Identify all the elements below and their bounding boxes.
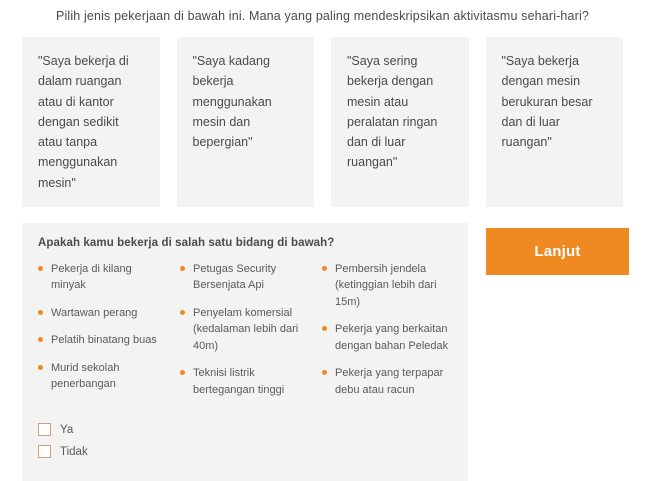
list-item xyxy=(38,360,168,393)
list-item xyxy=(322,365,452,398)
list-item xyxy=(38,261,168,294)
list-item-label: Penyelam komersial (kedalaman lebih dari 40m) xyxy=(193,306,299,352)
next-button[interactable]: Lanjut xyxy=(486,228,629,275)
bullet-dot-icon xyxy=(38,365,43,370)
bullet-dot-icon xyxy=(322,266,327,271)
list-item-label: Petugas Security Bersenjata Api xyxy=(193,262,277,292)
panel-title: Apakah kamu bekerja di salah satu bidang di bawah? xyxy=(38,236,335,249)
option-card-1[interactable]: "Saya bekerja di dalam ruangan atau di kantor dengan sedikit atau tanpa menggunakan mesin" xyxy=(22,37,160,207)
list-item-label: Murid sekolah penerbangan xyxy=(51,361,120,391)
list-item xyxy=(180,365,310,398)
list-item xyxy=(322,321,452,354)
option-tidak[interactable] xyxy=(38,445,452,458)
list-item xyxy=(38,305,168,322)
bullet-dot-icon xyxy=(180,370,185,375)
occupation-column-2 xyxy=(180,261,310,410)
option-tidak-label: Tidak xyxy=(60,445,88,458)
occupation-column-3 xyxy=(322,261,452,410)
checkbox-tidak[interactable] xyxy=(38,445,51,458)
bullet-dot-icon xyxy=(38,337,43,342)
option-card-2[interactable]: "Saya kadang bekerja menggunakan mesin dan bepergian" xyxy=(177,37,315,207)
list-item-label: Pembersih jendela (ketinggian lebih dari 15m) xyxy=(335,262,437,308)
lower-section xyxy=(0,207,645,481)
list-item-label: Pekerja yang terpapar debu atau racun xyxy=(335,367,444,396)
bullet-dot-icon xyxy=(180,266,185,271)
option-card-4[interactable]: "Saya bekerja dengan mesin berukuran besar dan di luar ruangan" xyxy=(486,37,624,207)
list-item xyxy=(38,332,168,349)
list-item xyxy=(322,261,452,311)
option-cards xyxy=(0,23,645,207)
occupation-panel xyxy=(22,223,468,481)
occupation-columns xyxy=(38,261,452,410)
list-item-label: Wartawan perang xyxy=(51,306,138,319)
bullet-dot-icon xyxy=(322,370,327,375)
page-title: Pilih jenis pekerjaan di bawah ini. Mana yang paling mendeskripsikan aktivitasmu sehari-hari? xyxy=(56,9,589,23)
list-item-label: Pekerja di kilang minyak xyxy=(51,262,132,292)
option-ya-label: Ya xyxy=(60,423,74,436)
bullet-dot-icon xyxy=(38,266,43,271)
next-button-area xyxy=(486,223,629,275)
list-item xyxy=(180,305,310,355)
list-item-label: Teknisi listrik bertegangan tinggi xyxy=(193,367,285,396)
answer-options xyxy=(38,423,452,458)
option-card-3[interactable]: "Saya sering bekerja dengan mesin atau peralatan ringan dan di luar ruangan" xyxy=(331,37,469,207)
bullet-dot-icon xyxy=(38,310,43,315)
list-item-label: Pekerja yang berkaitan dengan bahan Peledak xyxy=(335,323,449,352)
bullet-dot-icon xyxy=(322,326,327,331)
list-item xyxy=(180,261,310,294)
list-item-label: Pelatih binatang buas xyxy=(51,334,157,347)
occupation-column-1 xyxy=(38,261,168,410)
option-ya[interactable] xyxy=(38,423,452,436)
checkbox-ya[interactable] xyxy=(38,423,51,436)
bullet-dot-icon xyxy=(180,310,185,315)
